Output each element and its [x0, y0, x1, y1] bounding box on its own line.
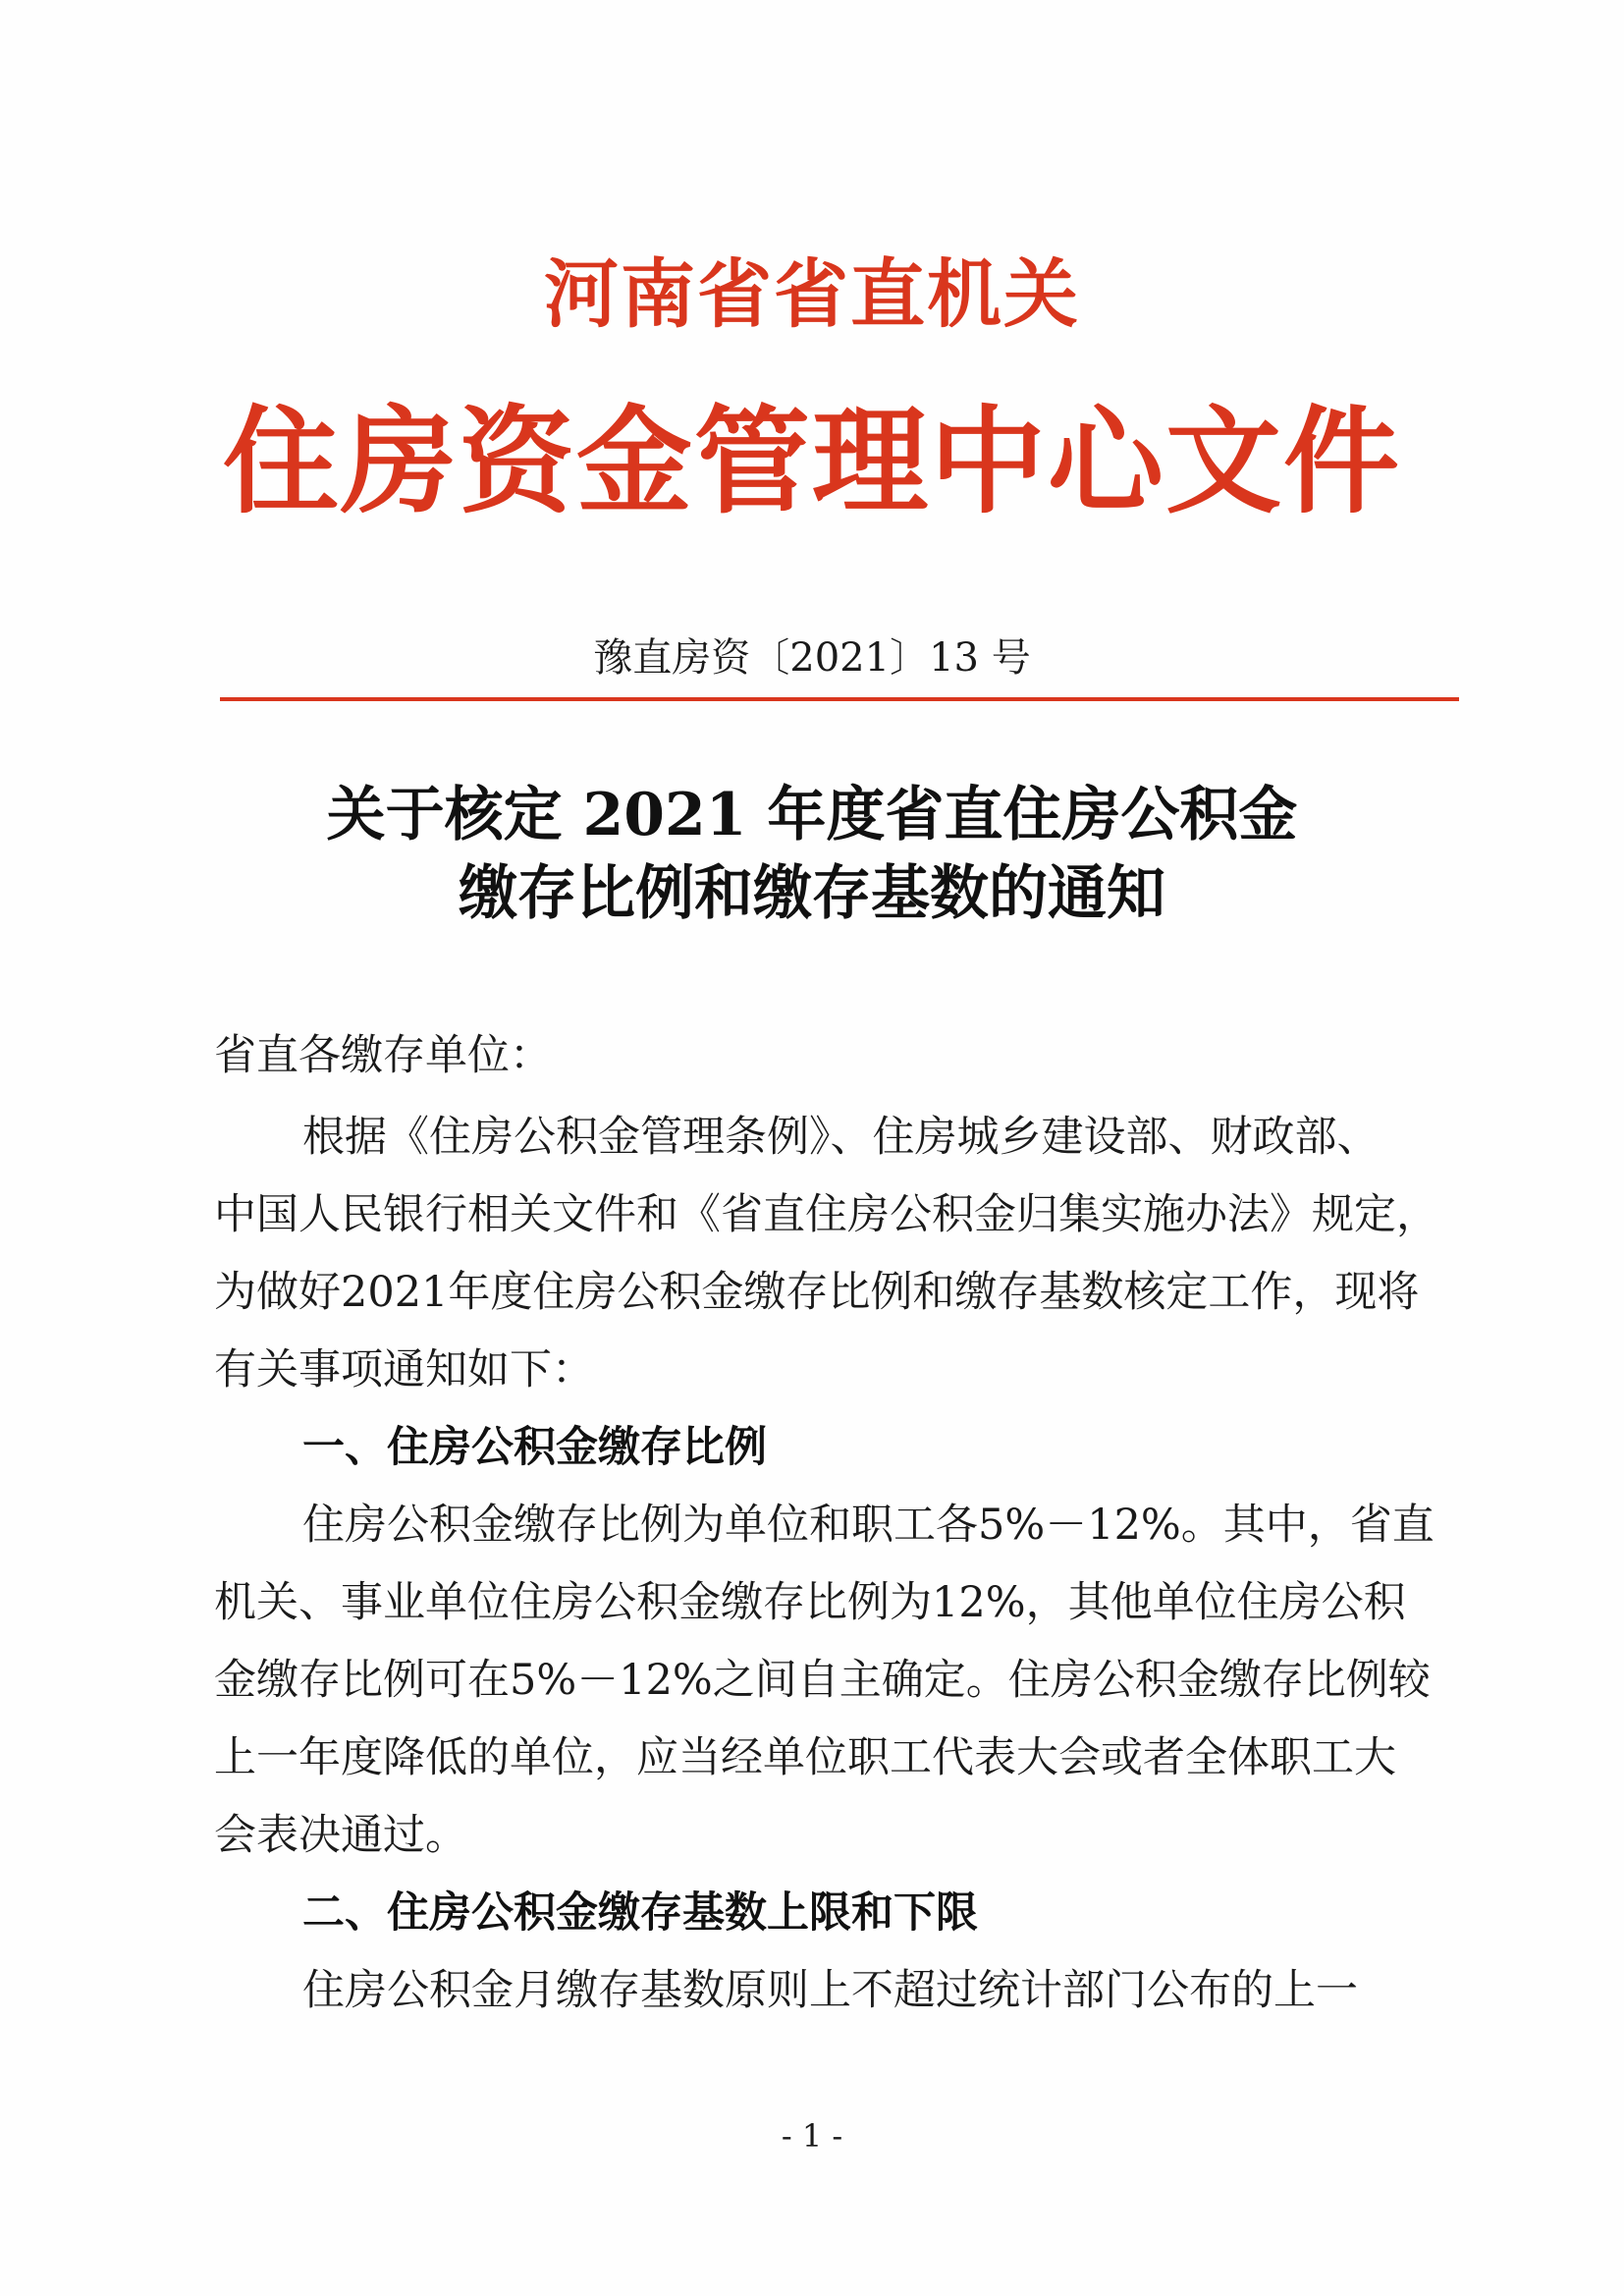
section2-line-1: 住房公积金月缴存基数原则上不超过统计部门公布的上一 [302, 1966, 1358, 2015]
section2-heading: 二、住房公积金缴存基数上限和下限 [302, 1888, 978, 1938]
section1-line-1: 住房公积金缴存比例为单位和职工各5%－12%。其中，省直 [302, 1501, 1435, 1550]
section1-line-3: 金缴存比例可在5%－12%之间自主确定。住房公积金缴存比例较 [214, 1656, 1431, 1705]
intro-line-2: 中国人民银行相关文件和《省直住房公积金归集实施办法》规定， [214, 1190, 1438, 1239]
page-number: - 1 - [781, 2117, 843, 2155]
section1-line-4: 上一年度降低的单位，应当经单位职工代表大会或者全体职工大 [214, 1733, 1396, 1782]
document-number: 豫直房资〔2021〕13 号 [593, 635, 1031, 681]
intro-line-3: 为做好2021年度住房公积金缴存比例和缴存基数核定工作，现将 [214, 1268, 1420, 1317]
salutation: 省直各缴存单位： [214, 1031, 552, 1080]
issuer-name-line1: 河南省省直机关 [544, 250, 1080, 338]
document-title-line1: 关于核定 2021 年度省直住房公积金 [326, 781, 1298, 849]
intro-line-4: 有关事项通知如下： [214, 1345, 594, 1394]
issuer-name-line2: 住房资金管理中心文件 [222, 393, 1401, 529]
section1-heading: 一、住房公积金缴存比例 [302, 1423, 767, 1472]
section1-line-5: 会表决通过。 [214, 1811, 467, 1860]
section1-line-2: 机关、事业单位住房公积金缴存比例为12%，其他单位住房公积 [214, 1578, 1406, 1627]
red-divider [220, 697, 1459, 701]
intro-line-1: 根据《住房公积金管理条例》、住房城乡建设部、财政部、 [302, 1113, 1380, 1162]
document-title-line2: 缴存比例和缴存基数的通知 [459, 859, 1165, 928]
